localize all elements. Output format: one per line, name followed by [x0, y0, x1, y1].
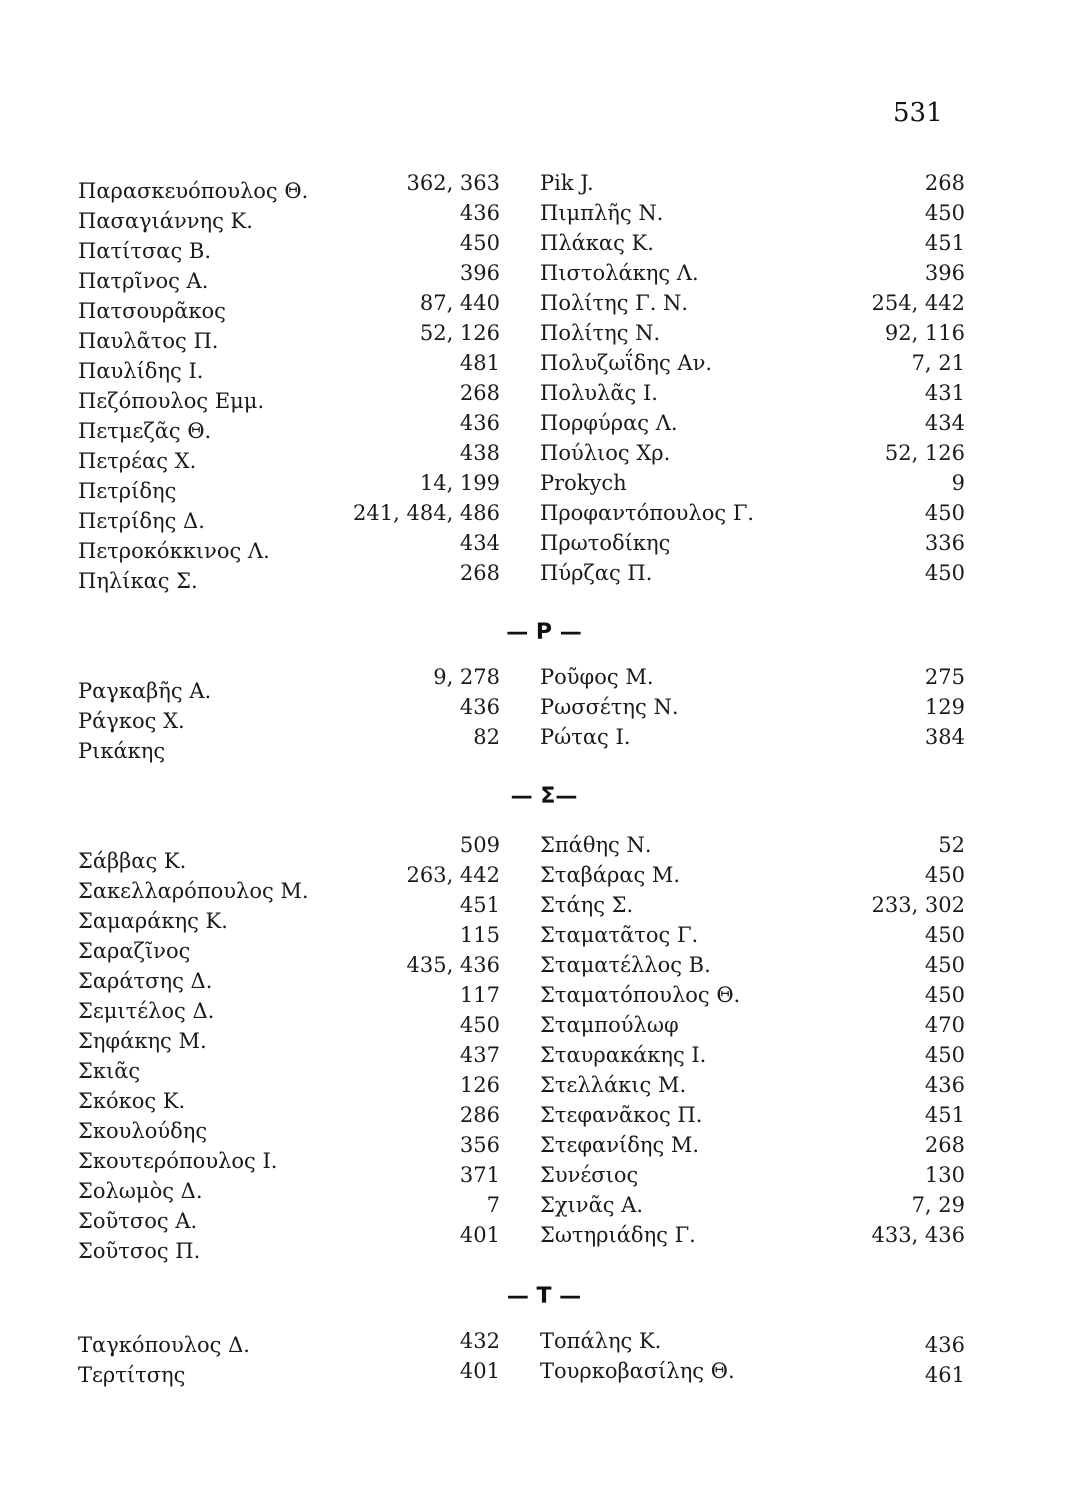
- index-name: Pik J.: [540, 171, 594, 195]
- index-name: Σαραζῖνος: [78, 939, 191, 963]
- page-ref: 436: [924, 1333, 965, 1357]
- page-ref: 268: [924, 1133, 965, 1157]
- index-name: Σταματᾶτος Γ.: [540, 923, 699, 947]
- index-name: Πρωτοδίκης: [540, 531, 671, 555]
- index-name: Πετρίδης Δ.: [78, 509, 205, 533]
- index-name: Πιστολάκης Λ.: [540, 261, 699, 285]
- section-tau: [0, 1326, 1088, 1396]
- page-ref: 450: [924, 953, 965, 977]
- index-name: Σταμπούλωφ: [540, 1013, 679, 1037]
- left-names-column: [78, 676, 358, 766]
- left-pages-column: [330, 1326, 500, 1386]
- left-names-column: [78, 1330, 358, 1390]
- page-ref: 384: [924, 725, 965, 749]
- page-ref: 432: [459, 1329, 500, 1353]
- page-ref: 451: [459, 893, 500, 917]
- page-ref: 433, 436: [871, 1223, 965, 1247]
- page-ref: 254, 442: [871, 291, 965, 315]
- page-ref: 450: [924, 201, 965, 225]
- index-name: Σκόκος Κ.: [78, 1089, 186, 1113]
- page-ref: 9, 278: [433, 665, 500, 689]
- index-name: Παυλίδης Ι.: [78, 359, 204, 383]
- page-ref: 275: [924, 665, 965, 689]
- index-name: Πιμπλῆς Ν.: [540, 201, 664, 225]
- index-name: Πατσουρᾶκος: [78, 299, 226, 323]
- page-ref: 52: [938, 833, 965, 857]
- index-name: Τουρκοβασίλης Θ.: [540, 1359, 735, 1383]
- index-name: Πολυζωΐδης Αν.: [540, 351, 713, 375]
- page-ref: 450: [459, 1013, 500, 1037]
- right-pages-column: [780, 168, 965, 588]
- index-name: Σακελλαρόπουλος Μ.: [78, 879, 309, 903]
- index-name: Στελλάκις Μ.: [540, 1073, 687, 1097]
- page-ref: 461: [924, 1363, 965, 1387]
- page-ref: 396: [924, 261, 965, 285]
- page-ref: 130: [924, 1163, 965, 1187]
- page-ref: 451: [924, 1103, 965, 1127]
- index-name: Πολίτης Ν.: [540, 321, 661, 345]
- index-name: Σκουλούδης: [78, 1119, 208, 1143]
- page-ref: 233, 302: [871, 893, 965, 917]
- page-ref: 126: [459, 1073, 500, 1097]
- page-ref: 14, 199: [419, 471, 500, 495]
- section-heading-sigma: — Σ—: [510, 784, 578, 809]
- page-ref: 356: [459, 1133, 500, 1157]
- page-ref: 450: [924, 923, 965, 947]
- page-ref: 52, 126: [884, 441, 965, 465]
- index-name: Σταματόπουλος Θ.: [540, 983, 741, 1007]
- page-ref: 450: [924, 561, 965, 585]
- page-ref: 437: [459, 1043, 500, 1067]
- index-name: Πούλιος Χρ.: [540, 441, 671, 465]
- index-name: Σωτηριάδης Γ.: [540, 1223, 696, 1247]
- page-ref: 263, 442: [406, 863, 500, 887]
- index-name: Ρικάκης: [78, 739, 166, 763]
- page-number: 531: [893, 98, 943, 128]
- left-pages-column: [330, 830, 500, 1250]
- index-name: Πετμεζᾶς Θ.: [78, 419, 212, 443]
- page-ref: 268: [459, 381, 500, 405]
- index-name: Συνέσιος: [540, 1163, 639, 1187]
- page-ref: 268: [924, 171, 965, 195]
- page-ref: 52, 126: [419, 321, 500, 345]
- index-name: Στεφανίδης Μ.: [540, 1133, 700, 1157]
- right-names-column: [540, 662, 810, 752]
- index-name: Σηφάκης Μ.: [78, 1029, 207, 1053]
- page-ref: 286: [459, 1103, 500, 1127]
- index-name: Ρωσσέτης Ν.: [540, 695, 679, 719]
- index-name: Σαμαράκης Κ.: [78, 909, 228, 933]
- left-names-column: [78, 176, 358, 596]
- section-sigma: [0, 830, 1088, 1263]
- page-ref: 434: [924, 411, 965, 435]
- page-ref: 396: [459, 261, 500, 285]
- index-name: Σκιᾶς: [78, 1059, 141, 1083]
- index-name: Πηλίκας Σ.: [78, 569, 198, 593]
- index-name: Σπάθης Ν.: [540, 833, 652, 857]
- page-ref: 117: [459, 983, 500, 1007]
- page-ref: 450: [924, 863, 965, 887]
- section-heading-tau: — Τ —: [506, 1284, 582, 1309]
- index-name: Πύρζας Π.: [540, 561, 653, 585]
- section-rho: [0, 662, 1088, 762]
- page-ref: 87, 440: [419, 291, 500, 315]
- section-heading-rho: — Ρ —: [506, 620, 582, 645]
- page-ref: 9: [951, 471, 965, 495]
- index-name: Πετρίδης: [78, 479, 177, 503]
- index-name: Τοπάλης Κ.: [540, 1329, 662, 1353]
- right-names-column: [540, 1326, 810, 1386]
- index-name: Παυλᾶτος Π.: [78, 329, 219, 353]
- page-ref: 434: [459, 531, 500, 555]
- page-ref: 431: [924, 381, 965, 405]
- left-pages-column: [330, 168, 500, 588]
- page-ref: 450: [924, 501, 965, 525]
- index-name: Πετρέας Χ.: [78, 449, 197, 473]
- page-ref: 436: [459, 411, 500, 435]
- page-ref: 470: [924, 1013, 965, 1037]
- page-ref: 82: [473, 725, 500, 749]
- right-names-column: [540, 168, 810, 588]
- index-name: Πολίτης Γ. Ν.: [540, 291, 689, 315]
- index-name: Σχινᾶς Α.: [540, 1193, 644, 1217]
- page-ref: 401: [459, 1223, 500, 1247]
- right-names-column: [540, 830, 810, 1250]
- index-name: Σταβάρας Μ.: [540, 863, 681, 887]
- page-ref: 7, 21: [911, 351, 965, 375]
- index-name: Πολυλᾶς Ι.: [540, 381, 658, 405]
- page-ref: 450: [924, 983, 965, 1007]
- page-ref: 436: [459, 201, 500, 225]
- index-name: Σταυρακάκης Ι.: [540, 1043, 707, 1067]
- index-name: Τερτίτσης: [78, 1363, 186, 1387]
- index-name: Prokych: [540, 471, 627, 495]
- index-name: Σολωμὸς Δ.: [78, 1179, 203, 1203]
- section-pi: [0, 168, 1088, 598]
- index-name: Παρασκευόπουλος Θ.: [78, 179, 309, 203]
- index-name: Πετροκόκκινος Λ.: [78, 539, 270, 563]
- page-ref: 436: [924, 1073, 965, 1097]
- index-name: Πλάκας Κ.: [540, 231, 654, 255]
- index-name: Προφαντόπουλος Γ.: [540, 501, 755, 525]
- index-name: Ταγκόπουλος Δ.: [78, 1333, 250, 1357]
- index-name: Σταματέλλος Β.: [540, 953, 711, 977]
- page-ref: 115: [459, 923, 500, 947]
- page-ref: 436: [459, 695, 500, 719]
- page-ref: 92, 116: [884, 321, 965, 345]
- page-ref: 450: [924, 1043, 965, 1067]
- page-ref: 362, 363: [406, 171, 500, 195]
- page-ref: 7: [486, 1193, 500, 1217]
- page-ref: 435, 436: [406, 953, 500, 977]
- index-name: Σάββας Κ.: [78, 849, 187, 873]
- page-ref: 268: [459, 561, 500, 585]
- page-ref: 336: [924, 531, 965, 555]
- page-ref: 401: [459, 1359, 500, 1383]
- page-ref: 129: [924, 695, 965, 719]
- left-pages-column: [330, 662, 500, 752]
- index-name: Σκουτερόπουλος Ι.: [78, 1149, 278, 1173]
- page-ref: 241, 484, 486: [353, 501, 500, 525]
- page-ref: 371: [459, 1163, 500, 1187]
- index-name: Πορφύρας Λ.: [540, 411, 678, 435]
- right-pages-column: [780, 1330, 965, 1390]
- page-ref: 509: [459, 833, 500, 857]
- right-pages-column: [780, 662, 965, 752]
- index-name: Πεζόπουλος Εμμ.: [78, 389, 265, 413]
- index-name: Στάης Σ.: [540, 893, 634, 917]
- page-ref: 7, 29: [911, 1193, 965, 1217]
- page-ref: 450: [459, 231, 500, 255]
- index-name: Σαράτσης Δ.: [78, 969, 213, 993]
- index-name: Πασαγιάννης Κ.: [78, 209, 253, 233]
- page-ref: 451: [924, 231, 965, 255]
- index-name: Ροῦφος Μ.: [540, 665, 654, 689]
- index-name: Στεφανᾶκος Π.: [540, 1103, 703, 1127]
- index-name: Σοῦτσος Α.: [78, 1209, 198, 1233]
- index-name: Ρώτας Ι.: [540, 725, 631, 749]
- right-pages-column: [780, 830, 965, 1250]
- index-name: Σοῦτσος Π.: [78, 1239, 201, 1263]
- index-name: Πατρῖνος Α.: [78, 269, 209, 293]
- left-names-column: [78, 846, 358, 1266]
- index-name: Πατίτσας Β.: [78, 239, 212, 263]
- index-name: Ραγκαβῆς Α.: [78, 679, 212, 703]
- index-name: Σεμιτέλος Δ.: [78, 999, 215, 1023]
- index-name: Ράγκος Χ.: [78, 709, 185, 733]
- page-ref: 481: [459, 351, 500, 375]
- page-ref: 438: [459, 441, 500, 465]
